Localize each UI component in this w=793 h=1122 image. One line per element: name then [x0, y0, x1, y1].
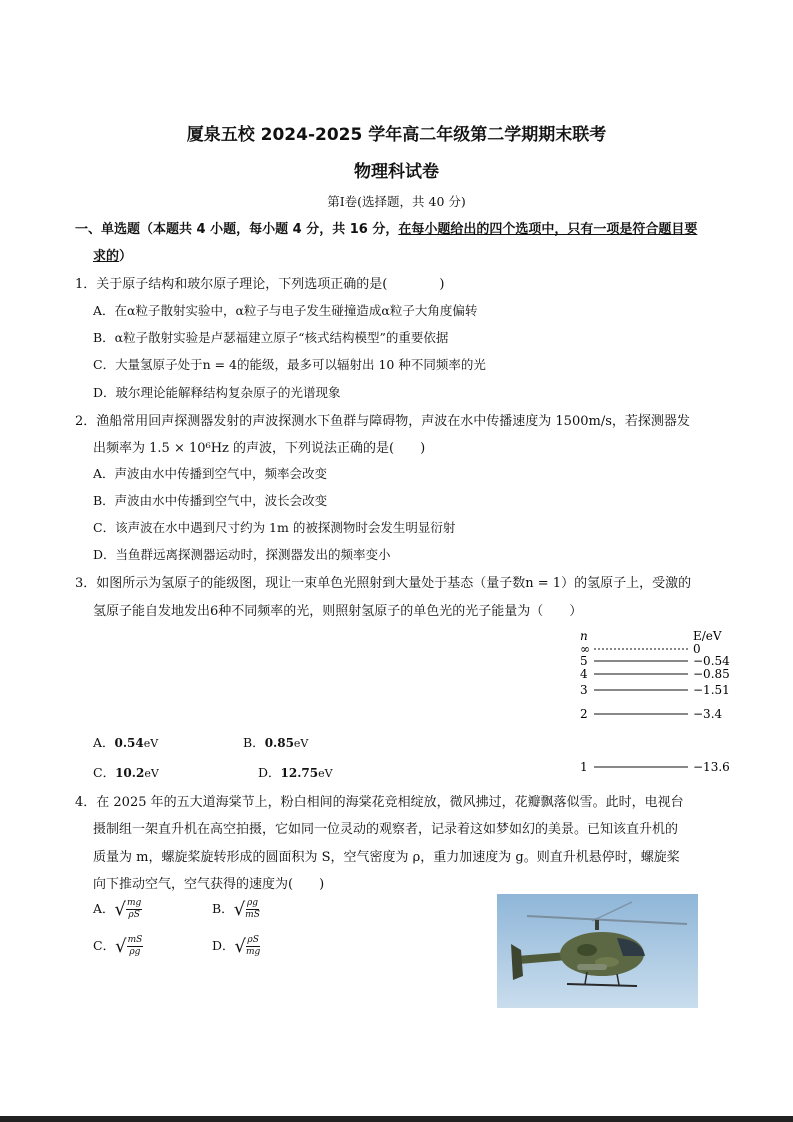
q3-option-c: [93, 763, 159, 781]
q3-option-d-unit: eV: [318, 767, 333, 780]
q1-option-a: A．在α粒子散射实验中，α粒子与电子发生碰撞造成α粒子大角度偏转: [93, 303, 478, 318]
exam-subtitle: 物理科试卷: [354, 162, 439, 182]
q3-option-d: [258, 763, 333, 781]
q3-option-c-value: 10.2: [115, 766, 145, 780]
energy-level-value-2: −0.85: [693, 667, 730, 681]
q1-option-b: B．α粒子散射实验是卢瑟福建立原子“核式结构模型”的重要依据: [93, 330, 449, 345]
q3-option-d-value: 12.75: [280, 766, 319, 780]
q4-option-d-label: D．: [212, 938, 235, 953]
q1-option-d: D．玻尔理论能解释结构复杂原子的光谱现象: [93, 385, 341, 400]
q4-option-a: [93, 898, 142, 921]
sqrt-icon: √: [115, 936, 127, 957]
q3-option-b: [243, 733, 308, 751]
q4-stem-line2: 摄制组一架直升机在高空拍摄，它如同一位灵动的观察者，记录着这如梦如幻的美景。已知该直升机的: [93, 822, 679, 837]
sqrt-icon: √: [234, 936, 247, 957]
section-prefix: 一、单选题（本题共 4 小题，每小题 4 分，共 16 分，: [75, 222, 399, 237]
q4-option-a-den: ρS: [128, 910, 140, 920]
q2-option-c: C．该声波在水中遇到尺寸约为 1m 的被探测物时会发生明显衍射: [93, 520, 456, 535]
q4-option-b-den: mS: [245, 910, 260, 920]
q4-option-a-num: mg: [127, 898, 142, 908]
sqrt-icon: √: [233, 899, 246, 920]
page-bottom-bar: [0, 1116, 793, 1122]
q2-stem-line2: 出频率为 1.5 × 10⁶Hz 的声波，下列说法正确的是( ): [93, 441, 426, 456]
section-underlined-b: 求的: [93, 249, 120, 264]
q4-stem-line3: 质量为 m，螺旋桨旋转形成的圆面积为 S，空气密度为 ρ，重力加速度为 g。则直升机悬停时，螺旋桨: [93, 850, 680, 865]
energy-level-n-0: ∞: [580, 642, 590, 656]
energy-level-n-4: 2: [580, 707, 588, 721]
q1-stem: 1．关于原子结构和玻尔原子理论，下列选项正确的是( ): [75, 277, 445, 292]
q4-option-c: [93, 935, 143, 958]
q4-option-d-den: mg: [246, 947, 261, 957]
energy-level-value-1: −0.54: [693, 654, 730, 668]
q4-stem-line1: 4．在 2025 年的五大道海棠节上，粉白相间的海棠花竞相绽放，微风拂过，花瓣飘落似雪。此时，电视台: [75, 795, 684, 810]
q3-option-a-unit: eV: [143, 737, 159, 750]
section-heading-cont: [93, 245, 132, 264]
energy-level-n-3: 3: [580, 683, 588, 697]
sqrt-icon: √: [114, 899, 127, 920]
q3-option-b-unit: eV: [293, 737, 309, 750]
q3-option-a: [93, 733, 158, 751]
energy-level-n-2: 4: [580, 667, 588, 681]
q2-stem-line1: 2．渔船常用回声探测器发射的声波探测水下鱼群与障碍物，声波在水中传播速度为 1500m/s，若探测器发: [75, 414, 690, 429]
volume-heading: 第Ⅰ卷(选择题，共 40 分): [327, 194, 466, 209]
q4-option-c-den: ρg: [129, 947, 141, 957]
energy-level-value-4: −3.4: [693, 707, 723, 721]
q3-option-d-label: D．: [258, 765, 281, 780]
q2-option-b: B．声波由水中传播到空气中，波长会改变: [93, 493, 328, 508]
q3-option-b-label: B．: [243, 735, 265, 750]
energy-level-value-3: −1.51: [693, 683, 730, 697]
energy-level-n-1: 5: [580, 654, 588, 668]
section-underlined-a: 在每小题给出的四个选项中，只有一项是符合题目要: [398, 222, 698, 237]
energy-level-n-5: 1: [580, 760, 588, 774]
energy-level-value-5: −13.6: [693, 760, 730, 774]
diagram-energy-header: E/eV: [693, 629, 722, 643]
q3-option-a-label: A．: [93, 735, 115, 750]
q2-option-a: A．声波由水中传播到空气中，频率会改变: [93, 466, 328, 481]
diagram-n-header: n: [580, 629, 588, 643]
q4-option-b-num: ρg: [246, 898, 259, 908]
q4-option-b-label: B．: [212, 901, 234, 916]
q4-option-c-label: C．: [93, 938, 116, 953]
q3-option-c-label: C．: [93, 765, 116, 780]
exam-title: 厦泉五校 2024-2025 学年高二年级第二学期期末联考: [186, 125, 607, 145]
q4-option-a-label: A．: [93, 901, 115, 916]
q3-stem-line1: 3．如图所示为氢原子的能级图，现让一束单色光照射到大量处于基态（量子数n = 1）的氢原子上，受激的: [75, 576, 692, 591]
q4-stem-line4: 向下推动空气，空气获得的速度为( ): [93, 877, 325, 892]
q4-option-d: [212, 935, 260, 958]
q3-option-b-value: 0.85: [264, 736, 294, 750]
section-heading: [75, 218, 697, 237]
q4-option-b: [212, 898, 260, 921]
q3-stem-line2: 氢原子能自发地发出6种不同频率的光，则照射氢原子的单色光的光子能量为（ ）: [93, 604, 583, 619]
q3-option-a-value: 0.54: [114, 736, 144, 750]
energy-level-diagram: [570, 625, 740, 780]
section-suffix: ）: [119, 249, 133, 264]
q4-option-d-num: ρS: [247, 935, 259, 945]
q1-option-c: C．大量氢原子处于n = 4的能级，最多可以辐射出 10 种不同频率的光: [93, 357, 486, 372]
q4-option-c-num: mS: [127, 935, 143, 945]
energy-levels: [580, 642, 730, 774]
helicopter-photo: [497, 894, 698, 1008]
energy-level-value-0: 0: [693, 642, 701, 656]
q3-option-c-unit: eV: [144, 767, 159, 780]
q2-option-d: D．当鱼群远离探测器运动时，探测器发出的频率变小: [93, 547, 391, 562]
